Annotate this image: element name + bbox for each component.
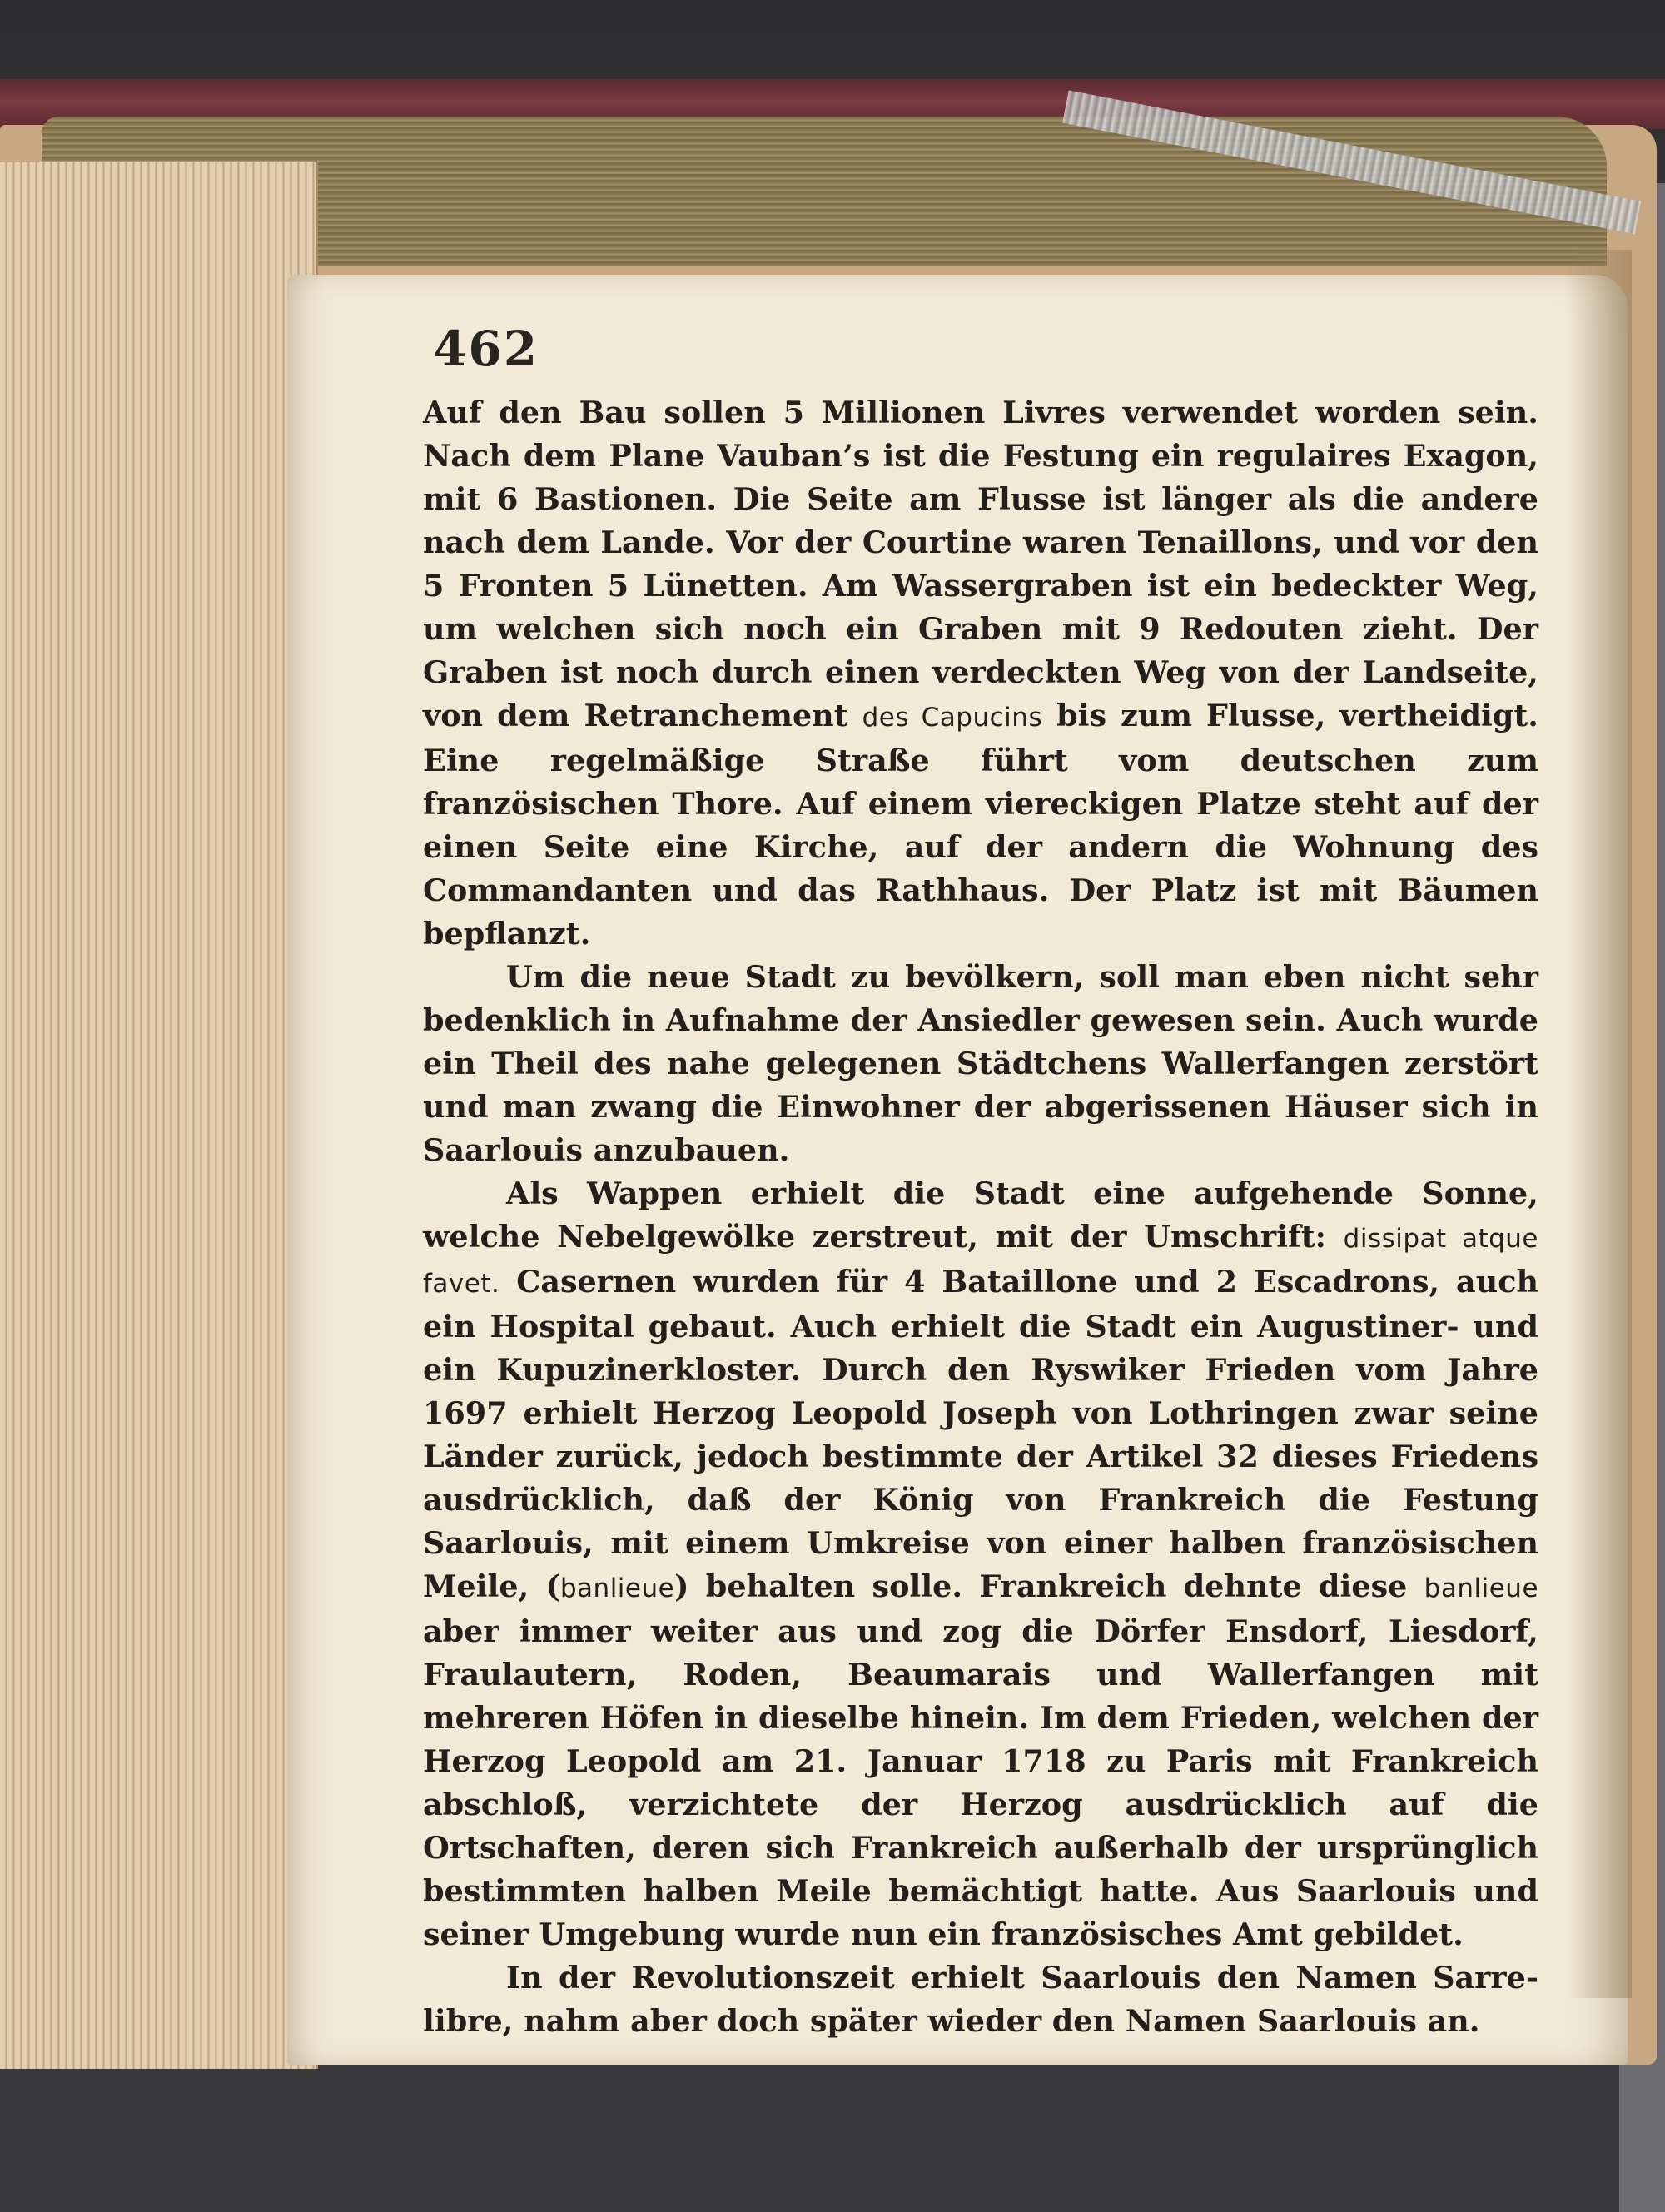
page-number: 462: [433, 321, 539, 377]
text-run: Um die neue Stadt zu bevölkern, soll man eben nicht sehr bedenklich in Aufnahme der Ansiedler gewesen sein. Auch wurde ein Theil des nahe gelegenen Städtchens Wallerfangen zerstört und man zwang die Einwohner der abgerissenen Häuser sich in Saarlouis anzubauen.: [423, 959, 1538, 1168]
text-run: ) behalten solle. Frankreich dehnte diese: [674, 1568, 1424, 1604]
gutter-shadow: [1565, 250, 1632, 1998]
latin-phrase: dissipat atque favet.: [423, 1224, 1539, 1299]
latin-phrase: banlieue: [559, 1573, 675, 1603]
text-run: Als Wappen erhielt die Stadt eine aufgehende Sonne, welche Nebelgewölke zerstreut, mit der Umschrift:: [423, 1176, 1538, 1255]
text-run: bis zum Flusse, vertheidigt. Eine regelmäßige Straße führt vom deutschen zum französischen Thore. Auf einem viereckigen Platze steht auf der einen Seite eine Kirche, auf der andern die Wohnung des Commandanten und das Rathhaus. Der Platz ist mit Bäumen bepflanzt.: [423, 698, 1538, 952]
text-run: aber immer weiter aus und zog die Dörfer Ensdorf, Liesdorf, Fraulautern, Roden, Beaumarais und Wallerfangen mit mehreren Höfen in dieselbe hinein. Im dem Frieden, welchen der Herzog Leopold am 21. Januar 1718 zu Paris mit Frankreich abschloß, verzichtete der Herzog ausdrücklich auf die Ortschaften, deren sich Frankreich außerhalb der ursprünglich bestimmten halben Meile bemächtigt hatte. Aus Saarlouis und seiner Umgebung wurde nun ein französisches Amt gebildet.: [423, 1613, 1538, 1952]
page-stack-edge: [0, 162, 318, 2069]
page-body-text: [423, 391, 1538, 2043]
text-run: Casernen wurden für 4 Bataillone und 2 Escadrons, auch ein Hospital gebaut. Auch erhielt die Stadt ein Augustiner- und ein Kupuzinerkloster. Durch den Ryswiker Frieden vom Jahre 1697 erhielt Herzog Leopold Joseph von Lothringen zwar seine Länder zurück, jedoch bestimmte der Artikel 32 dieses Friedens ausdrücklich, daß der König von Frankreich die Festung Saarlouis, mit einem Umkreise von einer halben französischen Meile, (: [423, 1264, 1538, 1604]
paragraph: [423, 391, 1538, 956]
latin-phrase: banlieue: [1424, 1573, 1539, 1603]
text-run: Auf den Bau sollen 5 Millionen Livres verwendet worden sein. Nach dem Plane Vauban’s ist die Festung ein regulaires Exagon, mit 6 Bastionen. Die Seite am Flusse ist länger als die andere nach dem Lande. Vor der Courtine waren Tenaillons, und vor den 5 Fronten 5 Lünetten. Am Wassergraben ist ein bedeckter Weg, um welchen sich noch ein Graben mit 9 Redouten zieht. Der Graben ist noch durch einen verdeckten Weg von der Landseite, von dem Retranchement: [423, 395, 1538, 733]
text-run: In der Revolutionszeit erhielt Saarlouis den Namen Sarre-libre, nahm aber doch später wieder den Namen Saarlouis an.: [423, 1960, 1538, 2039]
paragraph: [423, 1172, 1538, 1956]
paragraph: [423, 1956, 1538, 2043]
paragraph: [423, 956, 1538, 1172]
latin-phrase: des Capucins: [862, 703, 1043, 733]
